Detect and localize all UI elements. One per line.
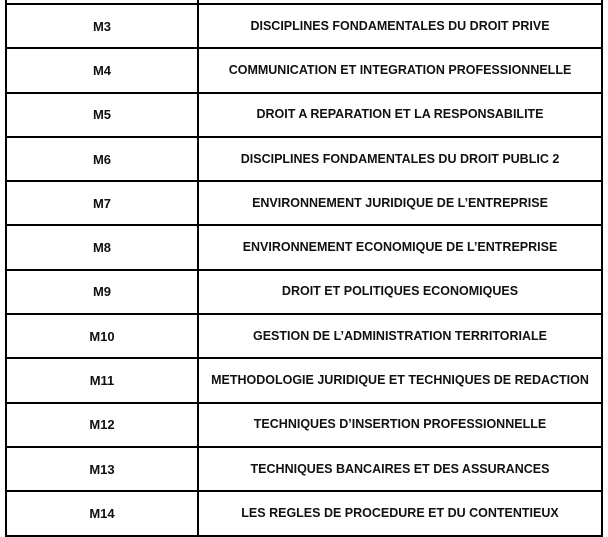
module-title: COMMUNICATION ET INTEGRATION PROFESSIONNELLE <box>198 48 602 92</box>
module-title: DISCIPLINES FONDAMENTALES DU DROIT PUBLIC 2 <box>198 137 602 181</box>
module-title: GESTION DE L’ADMINISTRATION TERRITORIALE <box>198 314 602 358</box>
module-code: M9 <box>6 270 198 314</box>
module-code: M3 <box>6 4 198 48</box>
modules-table-container <box>5 0 603 537</box>
module-code: M12 <box>6 403 198 447</box>
table-row <box>6 403 602 447</box>
module-title: DROIT A REPARATION ET LA RESPONSABILITE <box>198 93 602 137</box>
modules-table <box>5 0 603 537</box>
module-code: M8 <box>6 225 198 269</box>
module-code: M10 <box>6 314 198 358</box>
table-row <box>6 4 602 48</box>
module-title: DROIT ET POLITIQUES ECONOMIQUES <box>198 270 602 314</box>
module-code: M6 <box>6 137 198 181</box>
module-title: METHODOLOGIE JURIDIQUE ET TECHNIQUES DE REDACTION <box>198 358 602 402</box>
module-title: DISCIPLINES FONDAMENTALES DU DROIT PRIVE <box>198 4 602 48</box>
module-code: M13 <box>6 447 198 491</box>
module-title: ENVIRONNEMENT JURIDIQUE DE L’ENTREPRISE <box>198 181 602 225</box>
module-title: LES REGLES DE PROCEDURE ET DU CONTENTIEUX <box>198 491 602 535</box>
table-row <box>6 491 602 535</box>
module-code: M7 <box>6 181 198 225</box>
module-code: M14 <box>6 491 198 535</box>
table-row <box>6 447 602 491</box>
module-code: M5 <box>6 93 198 137</box>
modules-table-body <box>6 0 602 536</box>
table-row <box>6 181 602 225</box>
module-title: TECHNIQUES D’INSERTION PROFESSIONNELLE <box>198 403 602 447</box>
module-title: ENVIRONNEMENT ECONOMIQUE DE L’ENTREPRISE <box>198 225 602 269</box>
module-code: M4 <box>6 48 198 92</box>
table-row <box>6 93 602 137</box>
table-row <box>6 314 602 358</box>
table-row <box>6 48 602 92</box>
table-row <box>6 225 602 269</box>
table-row <box>6 137 602 181</box>
table-row <box>6 270 602 314</box>
module-title: TECHNIQUES BANCAIRES ET DES ASSURANCES <box>198 447 602 491</box>
module-code: M11 <box>6 358 198 402</box>
table-row <box>6 358 602 402</box>
